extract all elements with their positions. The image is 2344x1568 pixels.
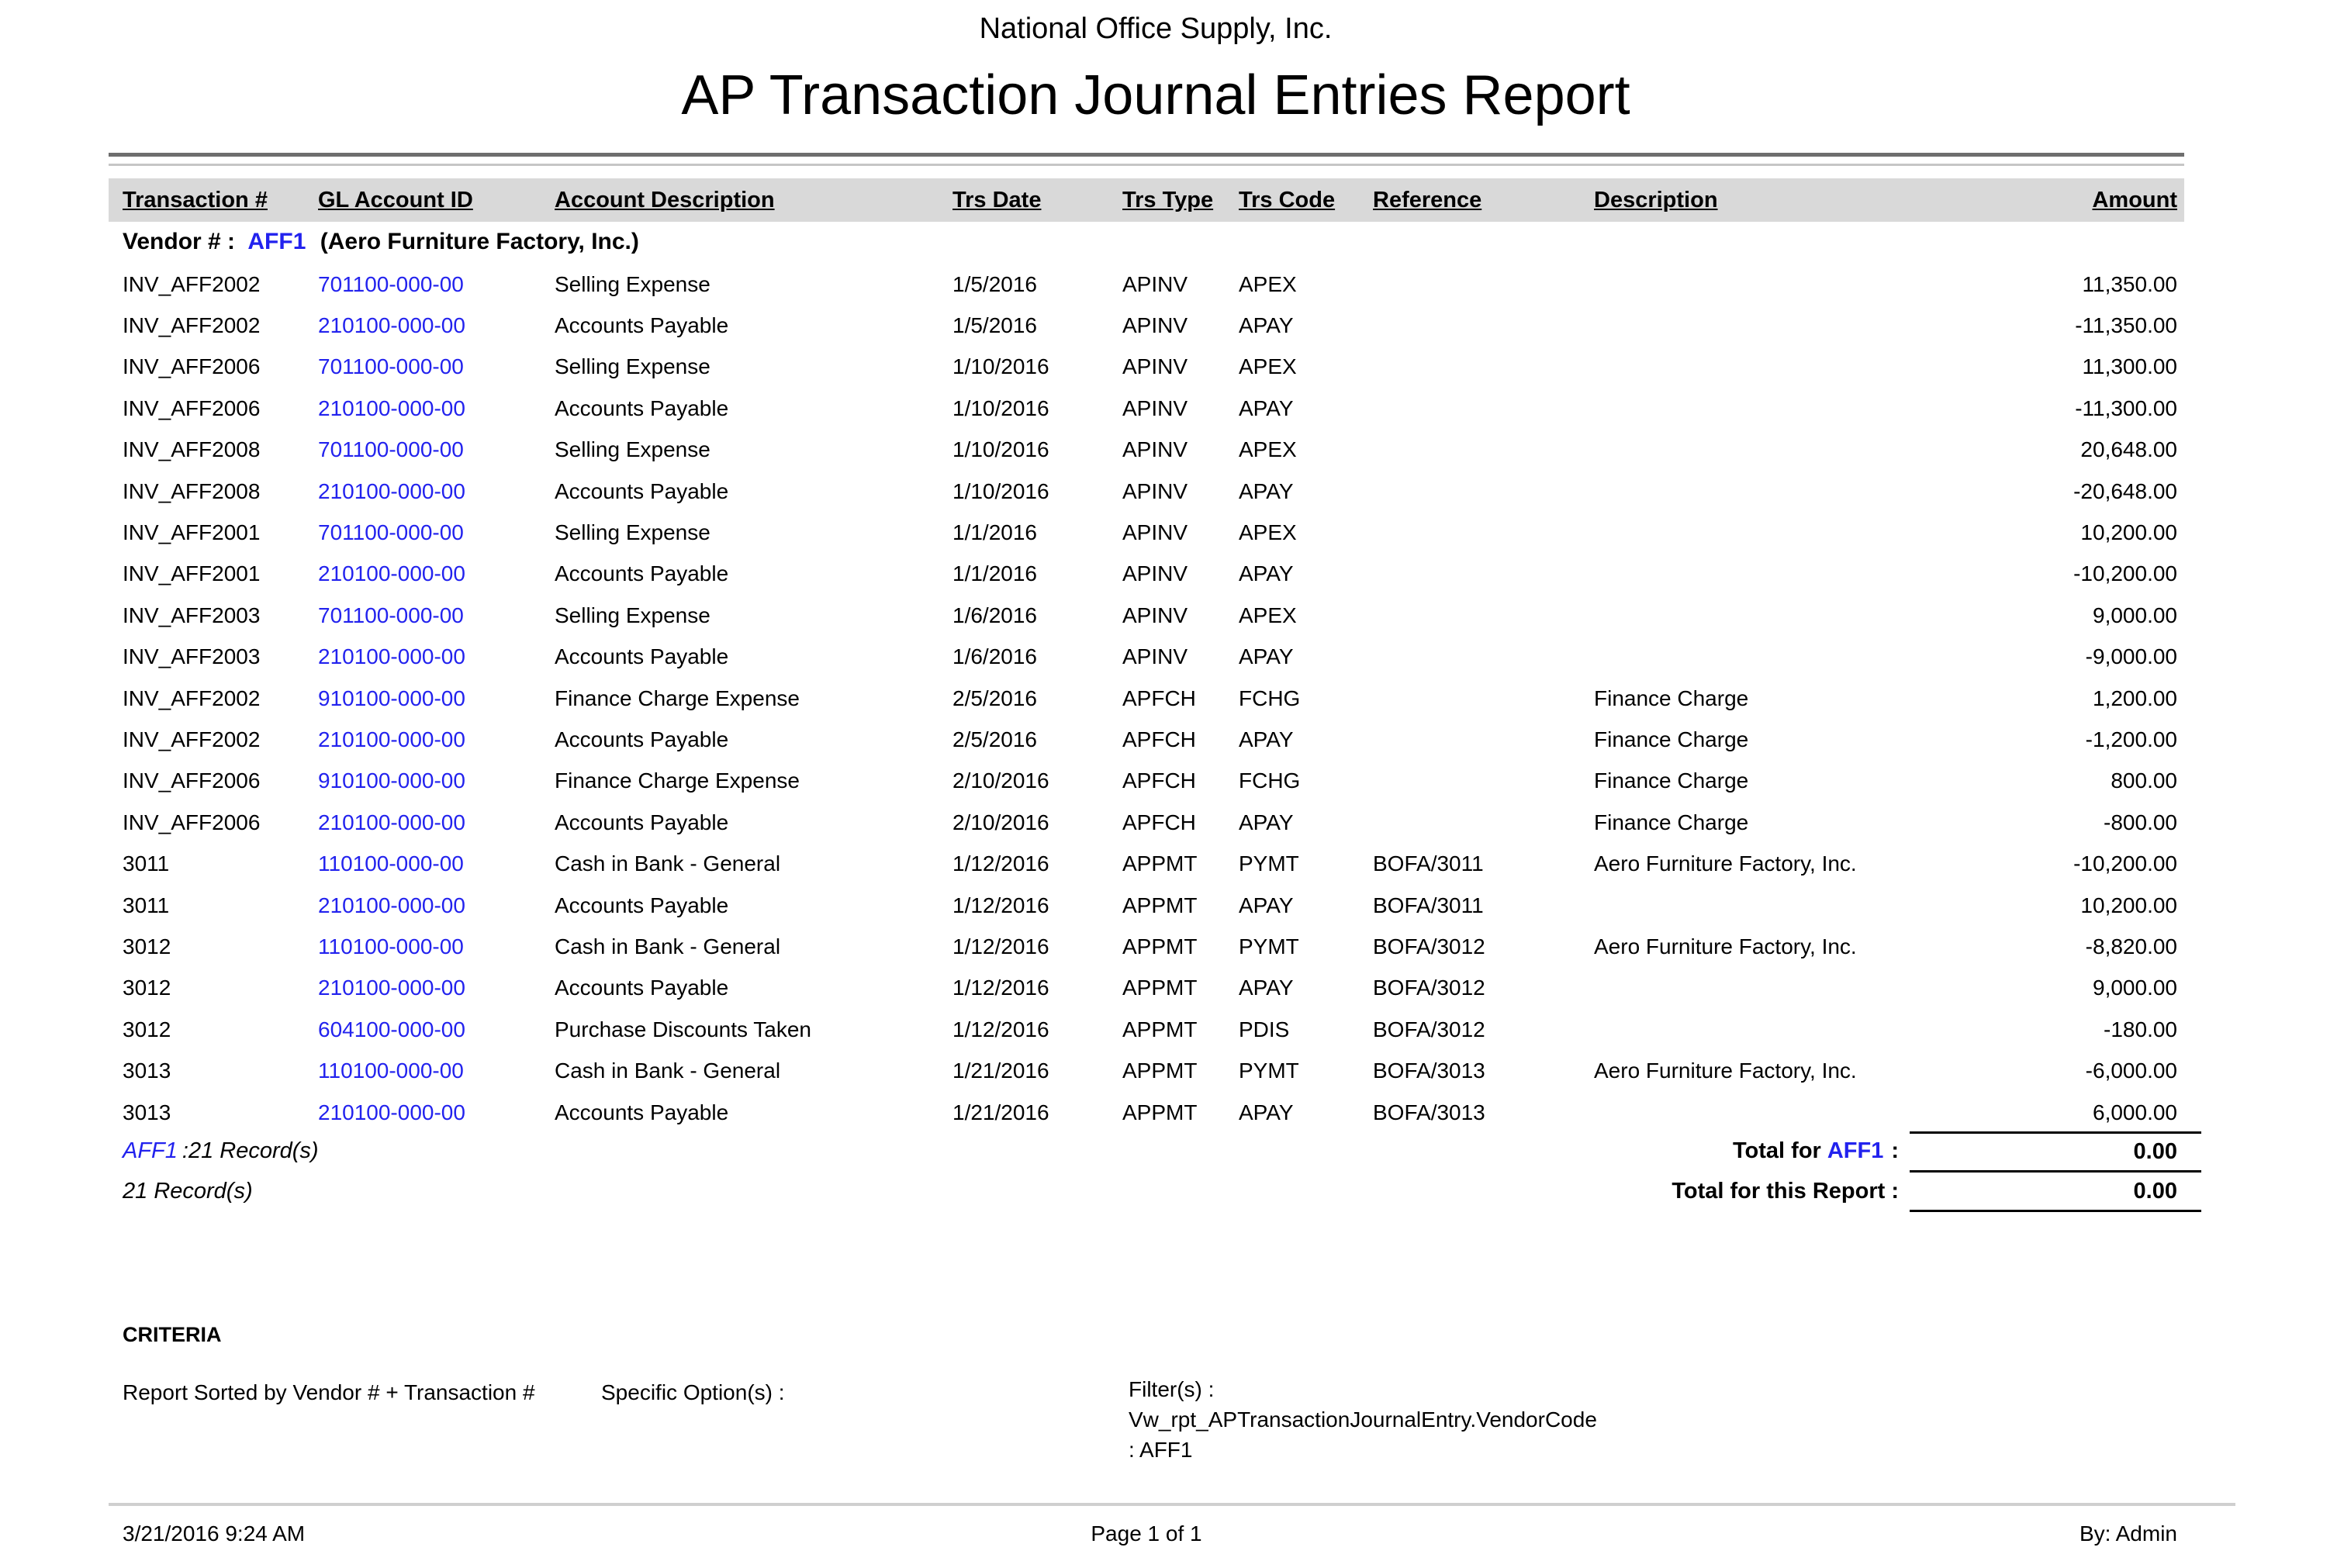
- cell-trs-type: APPMT: [1122, 851, 1198, 876]
- cell-description: Finance Charge: [1594, 686, 1749, 710]
- cell-trs-type: APINV: [1122, 561, 1188, 586]
- cell-trs-code: APAY: [1239, 644, 1294, 669]
- table-row: [109, 347, 2184, 388]
- cell-trs-code: APAY: [1239, 395, 1294, 420]
- cell-trs-date: 1/10/2016: [952, 354, 1049, 379]
- cell-trs-type: APPMT: [1122, 934, 1198, 958]
- cell-gl-account-id[interactable]: 210100-000-00: [318, 810, 465, 834]
- cell-gl-account-id[interactable]: 110100-000-00: [318, 851, 464, 876]
- cell-trs-type: APPMT: [1122, 1017, 1198, 1041]
- table-row: [109, 595, 2184, 636]
- cell-trs-code: APEX: [1239, 437, 1297, 462]
- cell-description: Finance Charge: [1594, 727, 1749, 751]
- cell-transaction-number: INV_AFF2001: [123, 561, 261, 586]
- table-row: [109, 719, 2184, 760]
- cell-transaction-number: 3013: [123, 1100, 171, 1124]
- cell-trs-type: APPMT: [1122, 1059, 1198, 1083]
- cell-transaction-number: INV_AFF2006: [123, 354, 261, 379]
- group-record-vendor-code: AFF1: [123, 1138, 178, 1163]
- cell-trs-code: APEX: [1239, 603, 1297, 627]
- cell-reference: BOFA/3012: [1373, 934, 1485, 958]
- cell-trs-date: 1/1/2016: [952, 561, 1037, 586]
- cell-amount: -10,200.00: [2073, 561, 2177, 586]
- cell-gl-account-id[interactable]: 210100-000-00: [318, 644, 465, 669]
- column-header-trs-date: Trs Date: [952, 187, 1042, 212]
- footer-page-number: Page 1 of 1: [1091, 1521, 1202, 1546]
- column-header-description: Description: [1594, 187, 1718, 212]
- cell-trs-type: APFCH: [1122, 768, 1196, 793]
- cell-transaction-number: 3012: [123, 1017, 171, 1041]
- cell-gl-account-id[interactable]: 210100-000-00: [318, 395, 465, 420]
- cell-trs-code: APEX: [1239, 520, 1297, 545]
- cell-amount: 10,200.00: [2080, 893, 2177, 917]
- cell-trs-code: APAY: [1239, 313, 1294, 338]
- group-total-vendor-code: AFF1: [1827, 1138, 1884, 1163]
- cell-gl-account-id[interactable]: 210100-000-00: [318, 478, 465, 503]
- cell-trs-code: APAY: [1239, 478, 1294, 503]
- cell-reference: BOFA/3013: [1373, 1100, 1485, 1124]
- cell-account-description: Selling Expense: [555, 520, 710, 545]
- cell-trs-type: APINV: [1122, 478, 1188, 503]
- criteria-filters-label: Filter(s) :: [1129, 1377, 1215, 1401]
- table-row: [109, 968, 2184, 1009]
- cell-account-description: Selling Expense: [555, 354, 710, 379]
- footer-datetime: 3/21/2016 9:24 AM: [123, 1521, 306, 1546]
- cell-gl-account-id[interactable]: 210100-000-00: [318, 727, 465, 751]
- cell-description: Aero Furniture Factory, Inc.: [1594, 851, 1857, 876]
- cell-account-description: Cash in Bank - General: [555, 1059, 781, 1083]
- cell-amount: -800.00: [2104, 810, 2177, 834]
- table-row: [109, 305, 2184, 346]
- cell-trs-code: PDIS: [1239, 1017, 1290, 1041]
- column-header-trs-code: Trs Code: [1239, 187, 1336, 212]
- cell-trs-date: 1/21/2016: [952, 1100, 1049, 1124]
- table-row: [109, 1050, 2184, 1091]
- cell-gl-account-id[interactable]: 210100-000-00: [318, 561, 465, 586]
- cell-trs-type: APINV: [1122, 520, 1188, 545]
- cell-trs-type: APINV: [1122, 354, 1188, 379]
- cell-description: Finance Charge: [1594, 810, 1749, 834]
- cell-trs-type: APPMT: [1122, 893, 1198, 917]
- title-divider-light: [109, 164, 2184, 166]
- cell-trs-type: APINV: [1122, 644, 1188, 669]
- table-row: [109, 843, 2184, 884]
- cell-trs-date: 1/5/2016: [952, 313, 1037, 338]
- cell-trs-type: APINV: [1122, 395, 1188, 420]
- cell-trs-date: 1/12/2016: [952, 976, 1049, 1000]
- cell-trs-date: 1/21/2016: [952, 1059, 1049, 1083]
- table-row: [109, 678, 2184, 719]
- footer-divider: [109, 1503, 2235, 1506]
- group-record-text: :21 Record(s): [182, 1138, 319, 1163]
- group-total-row: [109, 1131, 2184, 1170]
- group-total-colon: :: [1891, 1138, 1899, 1163]
- cell-description: Aero Furniture Factory, Inc.: [1594, 1059, 1857, 1083]
- cell-trs-code: APAY: [1239, 1100, 1294, 1124]
- cell-trs-date: 1/10/2016: [952, 437, 1049, 462]
- table-row: [109, 471, 2184, 512]
- cell-trs-date: 1/10/2016: [952, 395, 1049, 420]
- cell-reference: BOFA/3011: [1373, 893, 1484, 917]
- cell-account-description: Accounts Payable: [555, 313, 729, 338]
- report-record-count: 21 Record(s): [123, 1178, 253, 1204]
- cell-trs-code: FCHG: [1239, 768, 1301, 793]
- cell-transaction-number: INV_AFF2003: [123, 603, 261, 627]
- cell-transaction-number: INV_AFF2006: [123, 810, 261, 834]
- table-body: [109, 264, 2184, 1133]
- column-header-trs-type: Trs Type: [1122, 187, 1214, 212]
- cell-gl-account-id[interactable]: 701100-000-00: [318, 437, 464, 462]
- cell-account-description: Accounts Payable: [555, 976, 729, 1000]
- cell-amount: -9,000.00: [2085, 644, 2177, 669]
- totals-section: [109, 1131, 2184, 1212]
- vendor-group-header: [123, 228, 639, 256]
- cell-description: Finance Charge: [1594, 768, 1749, 793]
- cell-reference: BOFA/3012: [1373, 976, 1485, 1000]
- table-row: [109, 430, 2184, 471]
- group-record-count: [109, 1138, 319, 1164]
- cell-gl-account-id[interactable]: 210100-000-00: [318, 1100, 465, 1124]
- cell-account-description: Accounts Payable: [555, 810, 729, 834]
- cell-trs-code: APEX: [1239, 354, 1297, 379]
- cell-gl-account-id[interactable]: 210100-000-00: [318, 313, 465, 338]
- cell-trs-code: APAY: [1239, 893, 1294, 917]
- group-total-label: [1733, 1138, 1899, 1164]
- cell-trs-type: APINV: [1122, 437, 1188, 462]
- cell-transaction-number: INV_AFF2008: [123, 437, 261, 462]
- cell-account-description: Accounts Payable: [555, 478, 729, 503]
- cell-reference: BOFA/3012: [1373, 1017, 1485, 1041]
- column-header-account-description: Account Description: [555, 187, 775, 212]
- cell-account-description: Finance Charge Expense: [555, 686, 800, 710]
- cell-gl-account-id[interactable]: 110100-000-00: [318, 1059, 464, 1083]
- cell-account-description: Accounts Payable: [555, 893, 729, 917]
- cell-trs-type: APFCH: [1122, 810, 1196, 834]
- cell-transaction-number: INV_AFF2003: [123, 644, 261, 669]
- cell-amount: 11,350.00: [2082, 271, 2177, 296]
- cell-trs-date: 2/10/2016: [952, 768, 1049, 793]
- cell-transaction-number: INV_AFF2006: [123, 768, 261, 793]
- cell-transaction-number: 3011: [123, 893, 170, 917]
- vendor-label: Vendor # :: [123, 229, 236, 254]
- column-header-reference: Reference: [1373, 187, 1482, 212]
- cell-reference: BOFA/3013: [1373, 1059, 1485, 1083]
- criteria-filter-value: : AFF1: [1129, 1438, 1193, 1462]
- cell-trs-code: APAY: [1239, 561, 1294, 586]
- cell-amount: 10,200.00: [2080, 520, 2177, 545]
- criteria-specific-options-label: Specific Option(s) :: [601, 1380, 785, 1404]
- cell-reference: BOFA/3011: [1373, 851, 1484, 876]
- cell-trs-date: 1/12/2016: [952, 1017, 1049, 1041]
- cell-amount: -1,200.00: [2085, 727, 2177, 751]
- page-title: AP Transaction Journal Entries Report: [681, 64, 1630, 126]
- company-name: National Office Supply, Inc.: [979, 12, 1333, 45]
- column-header-gl-account-id: GL Account ID: [318, 187, 473, 212]
- cell-trs-date: 1/6/2016: [952, 603, 1037, 627]
- table-row: [109, 388, 2184, 429]
- vendor-code-link[interactable]: AFF1: [247, 229, 306, 254]
- report-total-label: Total for this Report :: [1672, 1178, 1899, 1204]
- column-header-transaction-number: Transaction #: [123, 187, 268, 212]
- report-total-row: [109, 1170, 2184, 1212]
- cell-trs-date: 2/5/2016: [952, 686, 1037, 710]
- cell-amount: -6,000.00: [2085, 1059, 2177, 1083]
- cell-trs-code: APAY: [1239, 810, 1294, 834]
- cell-account-description: Selling Expense: [555, 437, 710, 462]
- cell-trs-date: 1/10/2016: [952, 478, 1049, 503]
- cell-trs-code: FCHG: [1239, 686, 1301, 710]
- table-row: [109, 637, 2184, 678]
- cell-trs-date: 2/10/2016: [952, 810, 1049, 834]
- cell-account-description: Purchase Discounts Taken: [555, 1017, 811, 1041]
- table-row: [109, 926, 2184, 967]
- cell-amount: -10,200.00: [2073, 851, 2177, 876]
- report-total-amount: 0.00: [1910, 1170, 2201, 1212]
- cell-trs-type: APFCH: [1122, 727, 1196, 751]
- cell-gl-account-id[interactable]: 210100-000-00: [318, 976, 465, 1000]
- cell-transaction-number: 3011: [123, 851, 170, 876]
- cell-gl-account-id[interactable]: 110100-000-00: [318, 934, 464, 958]
- group-total-amount: 0.00: [1910, 1131, 2201, 1170]
- criteria-filters: [1129, 1374, 1597, 1465]
- vendor-name: (Aero Furniture Factory, Inc.): [320, 229, 639, 254]
- cell-trs-type: APINV: [1122, 271, 1188, 296]
- cell-trs-type: APINV: [1122, 603, 1188, 627]
- cell-account-description: Accounts Payable: [555, 644, 729, 669]
- cell-account-description: Accounts Payable: [555, 1100, 729, 1124]
- table-row: [109, 1092, 2184, 1133]
- cell-amount: 9,000.00: [2093, 603, 2177, 627]
- table-row: [109, 885, 2184, 926]
- cell-trs-code: PYMT: [1239, 1059, 1299, 1083]
- cell-transaction-number: INV_AFF2002: [123, 313, 261, 338]
- cell-amount: 800.00: [2111, 768, 2177, 793]
- cell-amount: 9,000.00: [2093, 976, 2177, 1000]
- cell-transaction-number: INV_AFF2002: [123, 727, 261, 751]
- cell-gl-account-id[interactable]: 210100-000-00: [318, 893, 465, 917]
- cell-account-description: Selling Expense: [555, 603, 710, 627]
- cell-gl-account-id[interactable]: 910100-000-00: [318, 686, 465, 710]
- cell-transaction-number: INV_AFF2001: [123, 520, 261, 545]
- cell-trs-code: APAY: [1239, 727, 1294, 751]
- cell-description: Aero Furniture Factory, Inc.: [1594, 934, 1857, 958]
- cell-account-description: Cash in Bank - General: [555, 934, 781, 958]
- cell-trs-date: 1/12/2016: [952, 851, 1049, 876]
- column-header-amount: Amount: [2092, 187, 2177, 212]
- cell-amount: -8,820.00: [2085, 934, 2177, 958]
- group-total-prefix: Total for: [1732, 1138, 1821, 1163]
- cell-amount: -20,648.00: [2073, 478, 2177, 503]
- cell-amount: -11,300.00: [2075, 395, 2177, 420]
- cell-trs-date: 1/5/2016: [952, 271, 1037, 296]
- cell-amount: 6,000.00: [2093, 1100, 2177, 1124]
- cell-trs-type: APFCH: [1122, 686, 1196, 710]
- table-header-row: [109, 178, 2184, 222]
- cell-account-description: Finance Charge Expense: [555, 768, 800, 793]
- cell-trs-type: APPMT: [1122, 1100, 1198, 1124]
- cell-transaction-number: INV_AFF2006: [123, 395, 261, 420]
- cell-account-description: Accounts Payable: [555, 395, 729, 420]
- criteria-heading: CRITERIA: [123, 1323, 222, 1346]
- cell-trs-code: APAY: [1239, 976, 1294, 1000]
- cell-account-description: Accounts Payable: [555, 561, 729, 586]
- table-row: [109, 512, 2184, 553]
- cell-trs-date: 1/12/2016: [952, 934, 1049, 958]
- cell-gl-account-id[interactable]: 701100-000-00: [318, 603, 464, 627]
- cell-amount: -180.00: [2104, 1017, 2177, 1041]
- table-row: [109, 264, 2184, 305]
- cell-trs-date: 1/1/2016: [952, 520, 1037, 545]
- cell-transaction-number: 3012: [123, 976, 171, 1000]
- cell-trs-code: PYMT: [1239, 851, 1299, 876]
- cell-trs-code: APEX: [1239, 271, 1297, 296]
- cell-transaction-number: 3013: [123, 1059, 171, 1083]
- cell-account-description: Cash in Bank - General: [555, 851, 781, 876]
- table-row: [109, 761, 2184, 802]
- table-row: [109, 1009, 2184, 1050]
- criteria-filter-field: Vw_rpt_APTransactionJournalEntry.VendorCode: [1129, 1407, 1597, 1432]
- table-row: [109, 554, 2184, 595]
- cell-transaction-number: 3012: [123, 934, 171, 958]
- cell-trs-type: APINV: [1122, 313, 1188, 338]
- cell-transaction-number: INV_AFF2002: [123, 271, 261, 296]
- cell-trs-code: PYMT: [1239, 934, 1299, 958]
- cell-trs-date: 2/5/2016: [952, 727, 1037, 751]
- cell-amount: 1,200.00: [2093, 686, 2177, 710]
- cell-amount: 20,648.00: [2080, 437, 2177, 462]
- cell-transaction-number: INV_AFF2008: [123, 478, 261, 503]
- criteria-sorted-by: Report Sorted by Vendor # + Transaction #: [123, 1380, 535, 1404]
- footer-generated-by: By: Admin: [2079, 1521, 2177, 1546]
- table-row: [109, 802, 2184, 843]
- cell-trs-date: 1/12/2016: [952, 893, 1049, 917]
- cell-gl-account-id[interactable]: 701100-000-00: [318, 520, 464, 545]
- cell-gl-account-id[interactable]: 604100-000-00: [318, 1017, 465, 1041]
- cell-amount: -11,350.00: [2075, 313, 2177, 338]
- cell-gl-account-id[interactable]: 910100-000-00: [318, 768, 465, 793]
- title-divider-dark: [109, 153, 2184, 157]
- cell-transaction-number: INV_AFF2002: [123, 686, 261, 710]
- cell-account-description: Accounts Payable: [555, 727, 729, 751]
- cell-trs-date: 1/6/2016: [952, 644, 1037, 669]
- cell-trs-type: APPMT: [1122, 976, 1198, 1000]
- cell-gl-account-id[interactable]: 701100-000-00: [318, 354, 464, 379]
- cell-amount: 11,300.00: [2082, 354, 2177, 379]
- cell-gl-account-id[interactable]: 701100-000-00: [318, 271, 464, 296]
- cell-account-description: Selling Expense: [555, 271, 710, 296]
